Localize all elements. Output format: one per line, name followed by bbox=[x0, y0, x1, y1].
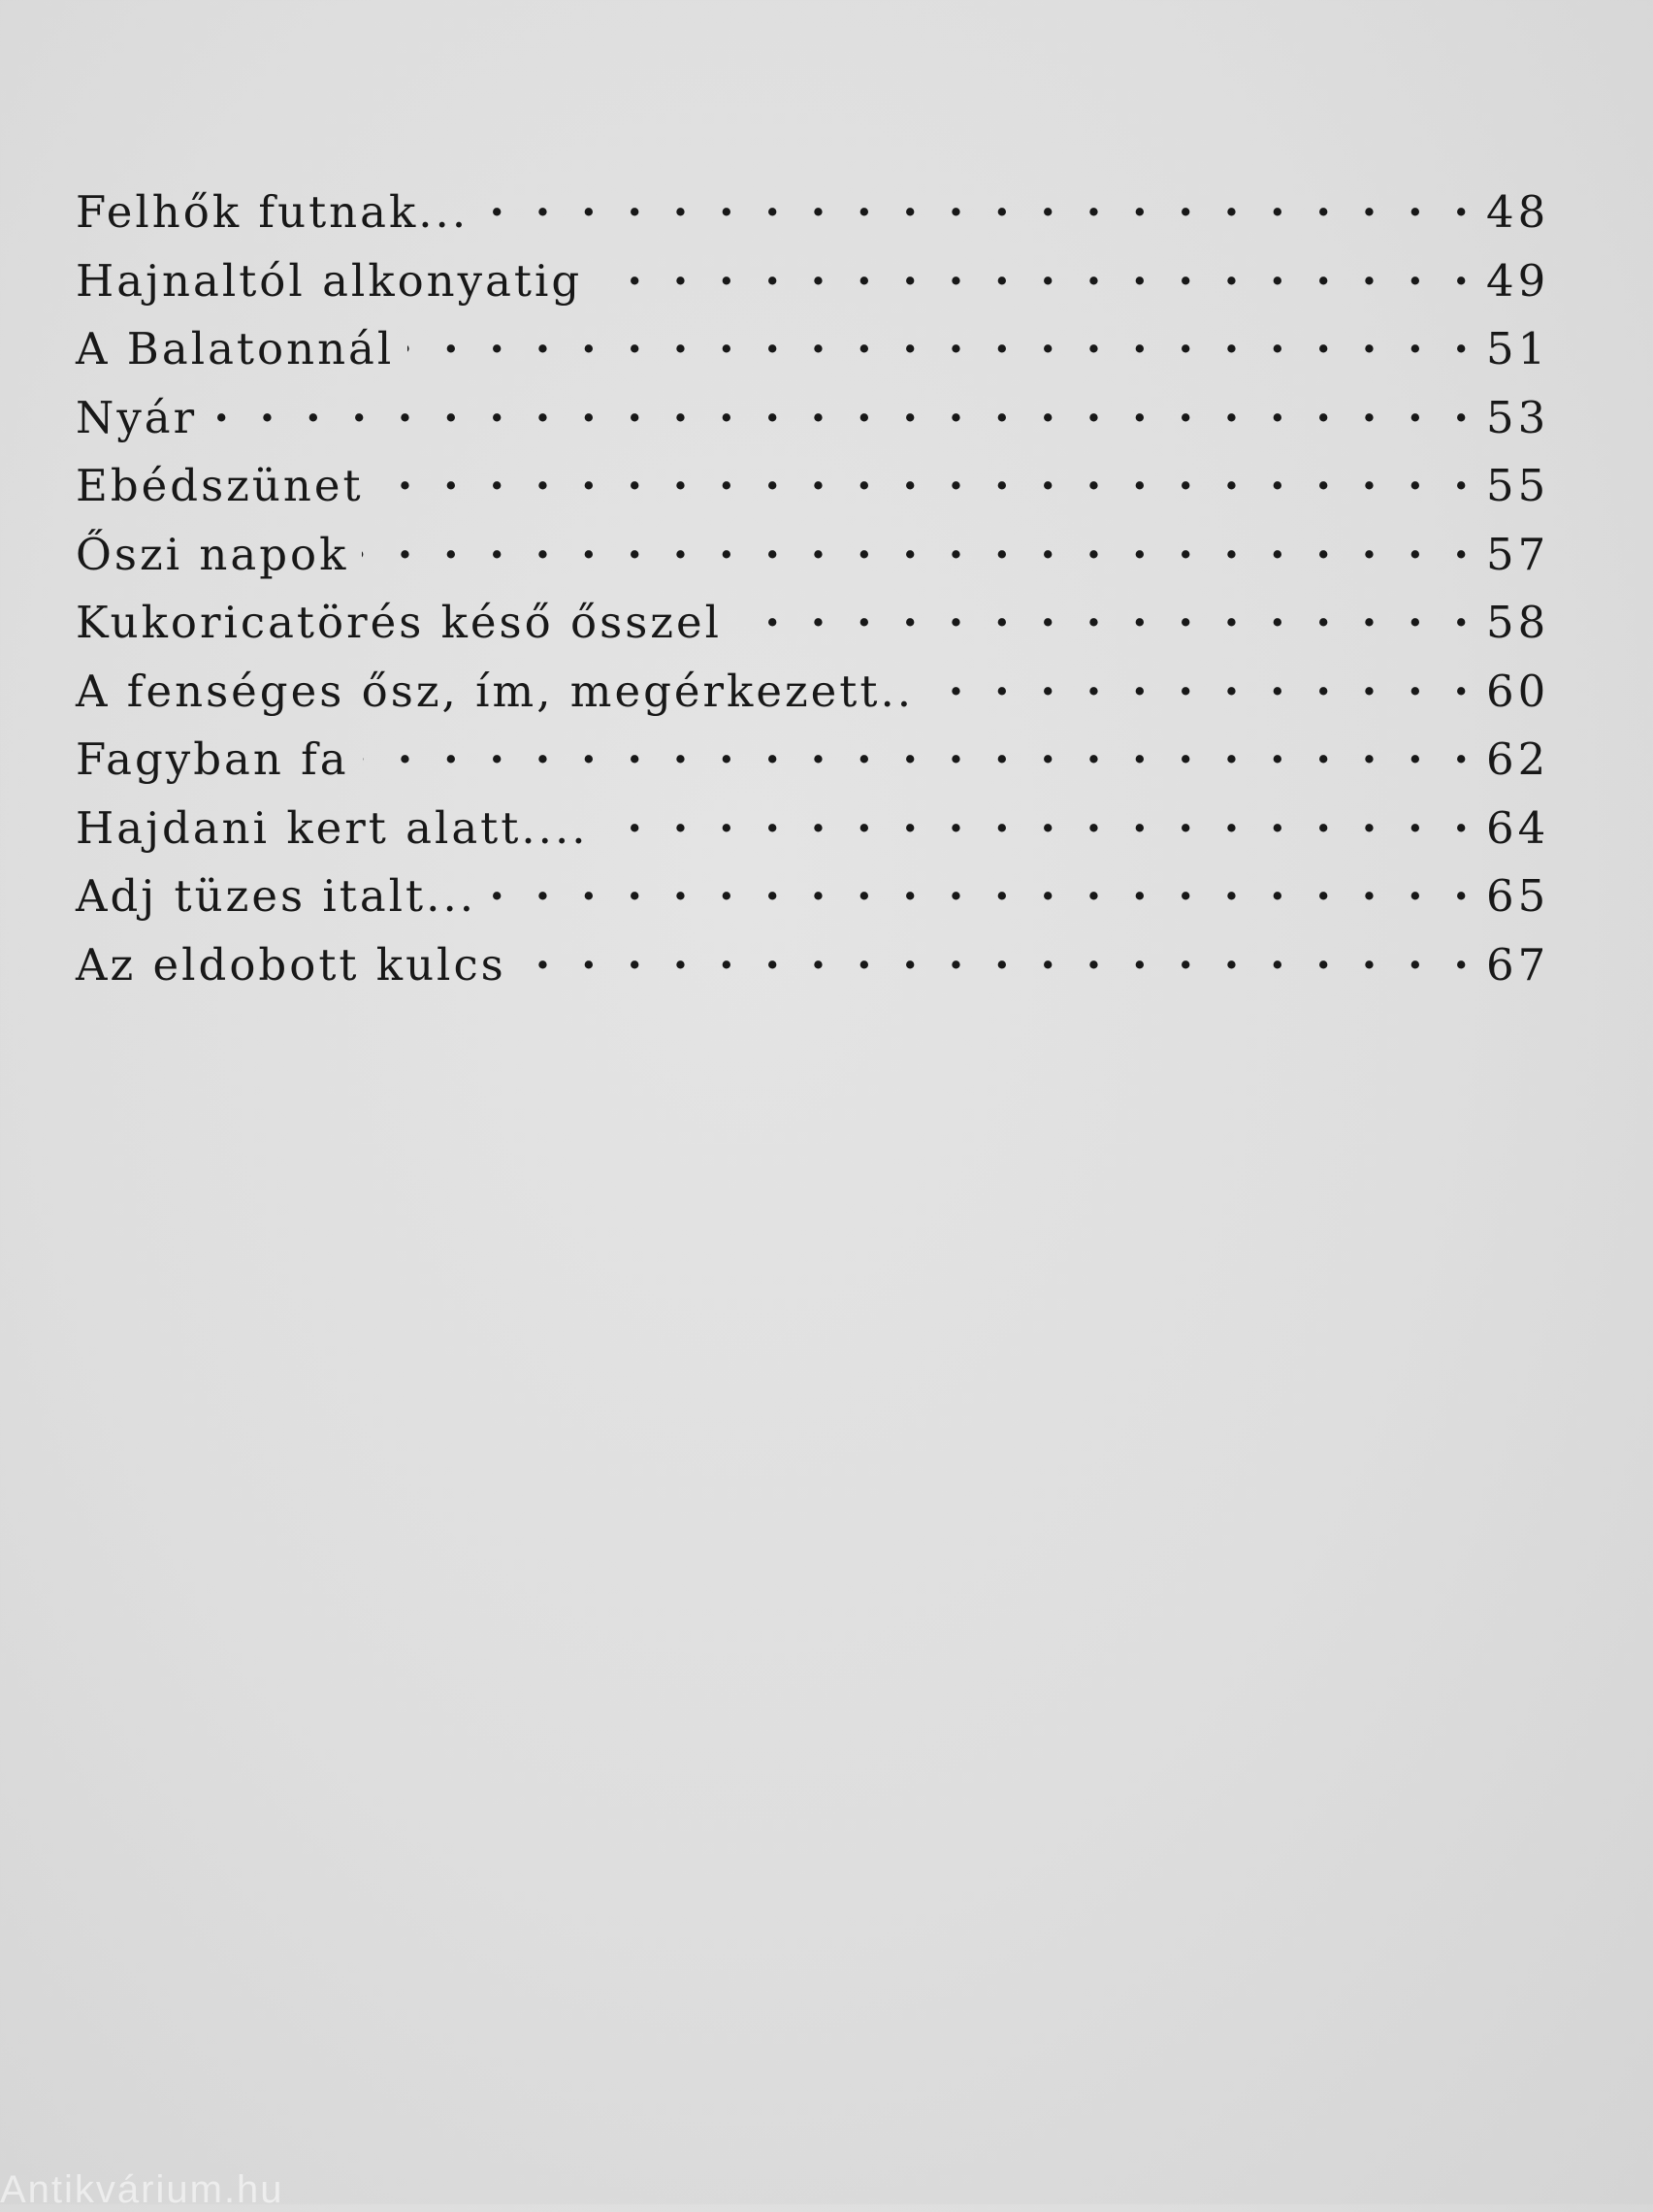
toc-entry-title: A fenséges ősz, ím, megérkezett.. bbox=[76, 665, 915, 717]
toc-dot-leader bbox=[735, 585, 1469, 637]
toc-entry-title: Ebédszünet bbox=[76, 460, 364, 511]
toc-entry bbox=[76, 448, 1570, 517]
toc-entry-page: 58 bbox=[1486, 597, 1550, 648]
watermark: Antikvárium.hu bbox=[0, 2168, 284, 2211]
toc-dot-leader bbox=[363, 722, 1469, 774]
toc-entry-title: Felhők futnak... bbox=[76, 186, 470, 238]
toc-entry-title: Kukoricatörés késő ősszel bbox=[76, 597, 723, 648]
toc-entry-title: Hajdani kert alatt.... bbox=[76, 801, 589, 854]
toc-entry-title: Őszi napok bbox=[76, 528, 349, 580]
toc-entry bbox=[76, 791, 1570, 860]
toc-entry-page: 64 bbox=[1486, 801, 1550, 854]
toc-entry bbox=[76, 722, 1570, 791]
toc-dot-leader bbox=[211, 380, 1469, 433]
toc-dot-leader bbox=[377, 448, 1469, 501]
toc-entry-title: Hajnaltól alkonyatig bbox=[76, 254, 583, 307]
toc-entry-page: 57 bbox=[1486, 528, 1550, 580]
toc-dot-leader bbox=[482, 175, 1469, 227]
toc-dot-leader bbox=[602, 791, 1469, 843]
toc-entry bbox=[76, 585, 1570, 654]
toc-entry-title: A Balatonnál bbox=[76, 323, 395, 374]
toc-dot-leader bbox=[407, 311, 1469, 364]
toc-entry bbox=[76, 859, 1570, 927]
toc-entry-page: 60 bbox=[1486, 665, 1550, 717]
toc-entry bbox=[76, 175, 1570, 244]
toc-dot-leader bbox=[362, 517, 1469, 569]
toc-entry bbox=[76, 311, 1570, 380]
toc-entry-page: 55 bbox=[1486, 460, 1550, 511]
toc-entry-page: 62 bbox=[1486, 733, 1550, 785]
toc-entry-title: Az eldobott kulcs bbox=[76, 938, 506, 991]
toc-entry-page: 49 bbox=[1486, 254, 1550, 307]
toc-entry-page: 48 bbox=[1486, 186, 1550, 238]
toc-dot-leader bbox=[596, 244, 1469, 296]
toc-entry-page: 53 bbox=[1486, 391, 1550, 443]
toc-entry bbox=[76, 380, 1570, 449]
toc-dot-leader bbox=[490, 859, 1469, 911]
toc-entry-title: Adj tüzes italt... bbox=[76, 870, 477, 922]
toc-entry-title: Nyár bbox=[76, 391, 198, 443]
table-of-contents bbox=[76, 175, 1570, 995]
toc-dot-leader bbox=[520, 927, 1469, 980]
toc-entry bbox=[76, 244, 1570, 312]
toc-entry bbox=[76, 654, 1570, 723]
toc-entry-page: 65 bbox=[1486, 870, 1550, 922]
toc-entry-title: Fagyban fa bbox=[76, 733, 349, 785]
toc-entry-page: 67 bbox=[1486, 938, 1550, 991]
toc-entry bbox=[76, 517, 1570, 586]
toc-dot-leader bbox=[927, 654, 1469, 706]
toc-entry bbox=[76, 927, 1570, 996]
toc-entry-page: 51 bbox=[1486, 323, 1550, 374]
